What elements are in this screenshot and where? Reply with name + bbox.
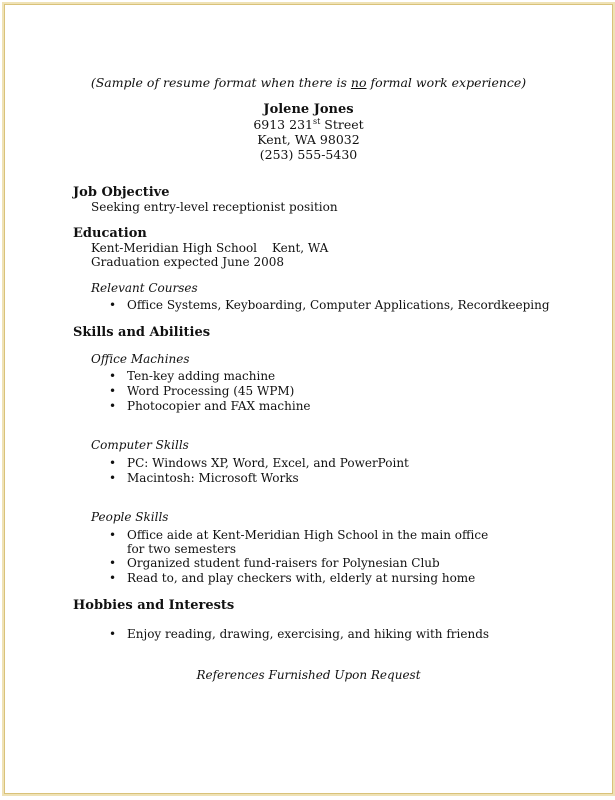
people-item: Read to, and play checkers with, elderly at nursing home: [127, 571, 476, 585]
graduation-date: Graduation expected June 2008: [91, 255, 284, 269]
street-address: 6913 231st Street: [253, 116, 364, 132]
people-item: Organized student fund-raisers for Polynesian Club: [127, 556, 440, 570]
education-heading: Education: [73, 226, 147, 241]
bullet-icon: •: [109, 298, 117, 312]
bullet-icon: •: [109, 627, 117, 641]
office-item: Ten-key adding machine: [127, 369, 276, 383]
objective-heading: Job Objective: [73, 185, 170, 200]
school-location: Kent, WA: [272, 241, 329, 255]
references-note: References Furnished Upon Request: [196, 668, 421, 682]
city-state-zip: Kent, WA 98032: [257, 132, 360, 147]
people-item: Office aide at Kent-Meridian High School in the main office for two semesters: [127, 528, 489, 556]
objective-text: Seeking entry-level receptionist position: [91, 200, 338, 214]
bullet-icon: •: [109, 528, 117, 542]
bullet-icon: •: [109, 369, 117, 383]
people-skills-label: People Skills: [91, 510, 169, 524]
skills-heading: Skills and Abilities: [73, 325, 211, 340]
course-item: Office Systems, Keyboarding, Computer Applications, Recordkeeping: [127, 298, 550, 312]
courses-label: Relevant Courses: [91, 281, 198, 295]
intro-note: (Sample of resume format when there is no formal work experience): [90, 75, 527, 90]
applicant-name: Jolene Jones: [263, 102, 354, 117]
bullet-icon: •: [109, 571, 117, 585]
bullet-icon: •: [109, 471, 117, 485]
school-name: Kent-Meridian High School: [91, 241, 258, 255]
computer-skills-label: Computer Skills: [91, 438, 189, 452]
resume-page: [4, 4, 613, 794]
computer-item: Macintosh: Microsoft Works: [127, 471, 299, 485]
intro-underlined: no: [350, 75, 367, 90]
bullet-icon: •: [109, 556, 117, 570]
computer-item: PC: Windows XP, Word, Excel, and PowerPoint: [127, 456, 409, 470]
hobby-item: Enjoy reading, drawing, exercising, and hiking with friends: [127, 627, 490, 641]
office-machines-label: Office Machines: [91, 352, 190, 366]
bullet-icon: •: [109, 384, 117, 398]
office-item: Photocopier and FAX machine: [127, 399, 311, 413]
bullet-icon: •: [109, 399, 117, 413]
bullet-icon: •: [109, 456, 117, 470]
hobbies-heading: Hobbies and Interests: [73, 598, 235, 613]
office-item: Word Processing (45 WPM): [127, 384, 295, 398]
phone-number: (253) 555-5430: [259, 147, 358, 162]
